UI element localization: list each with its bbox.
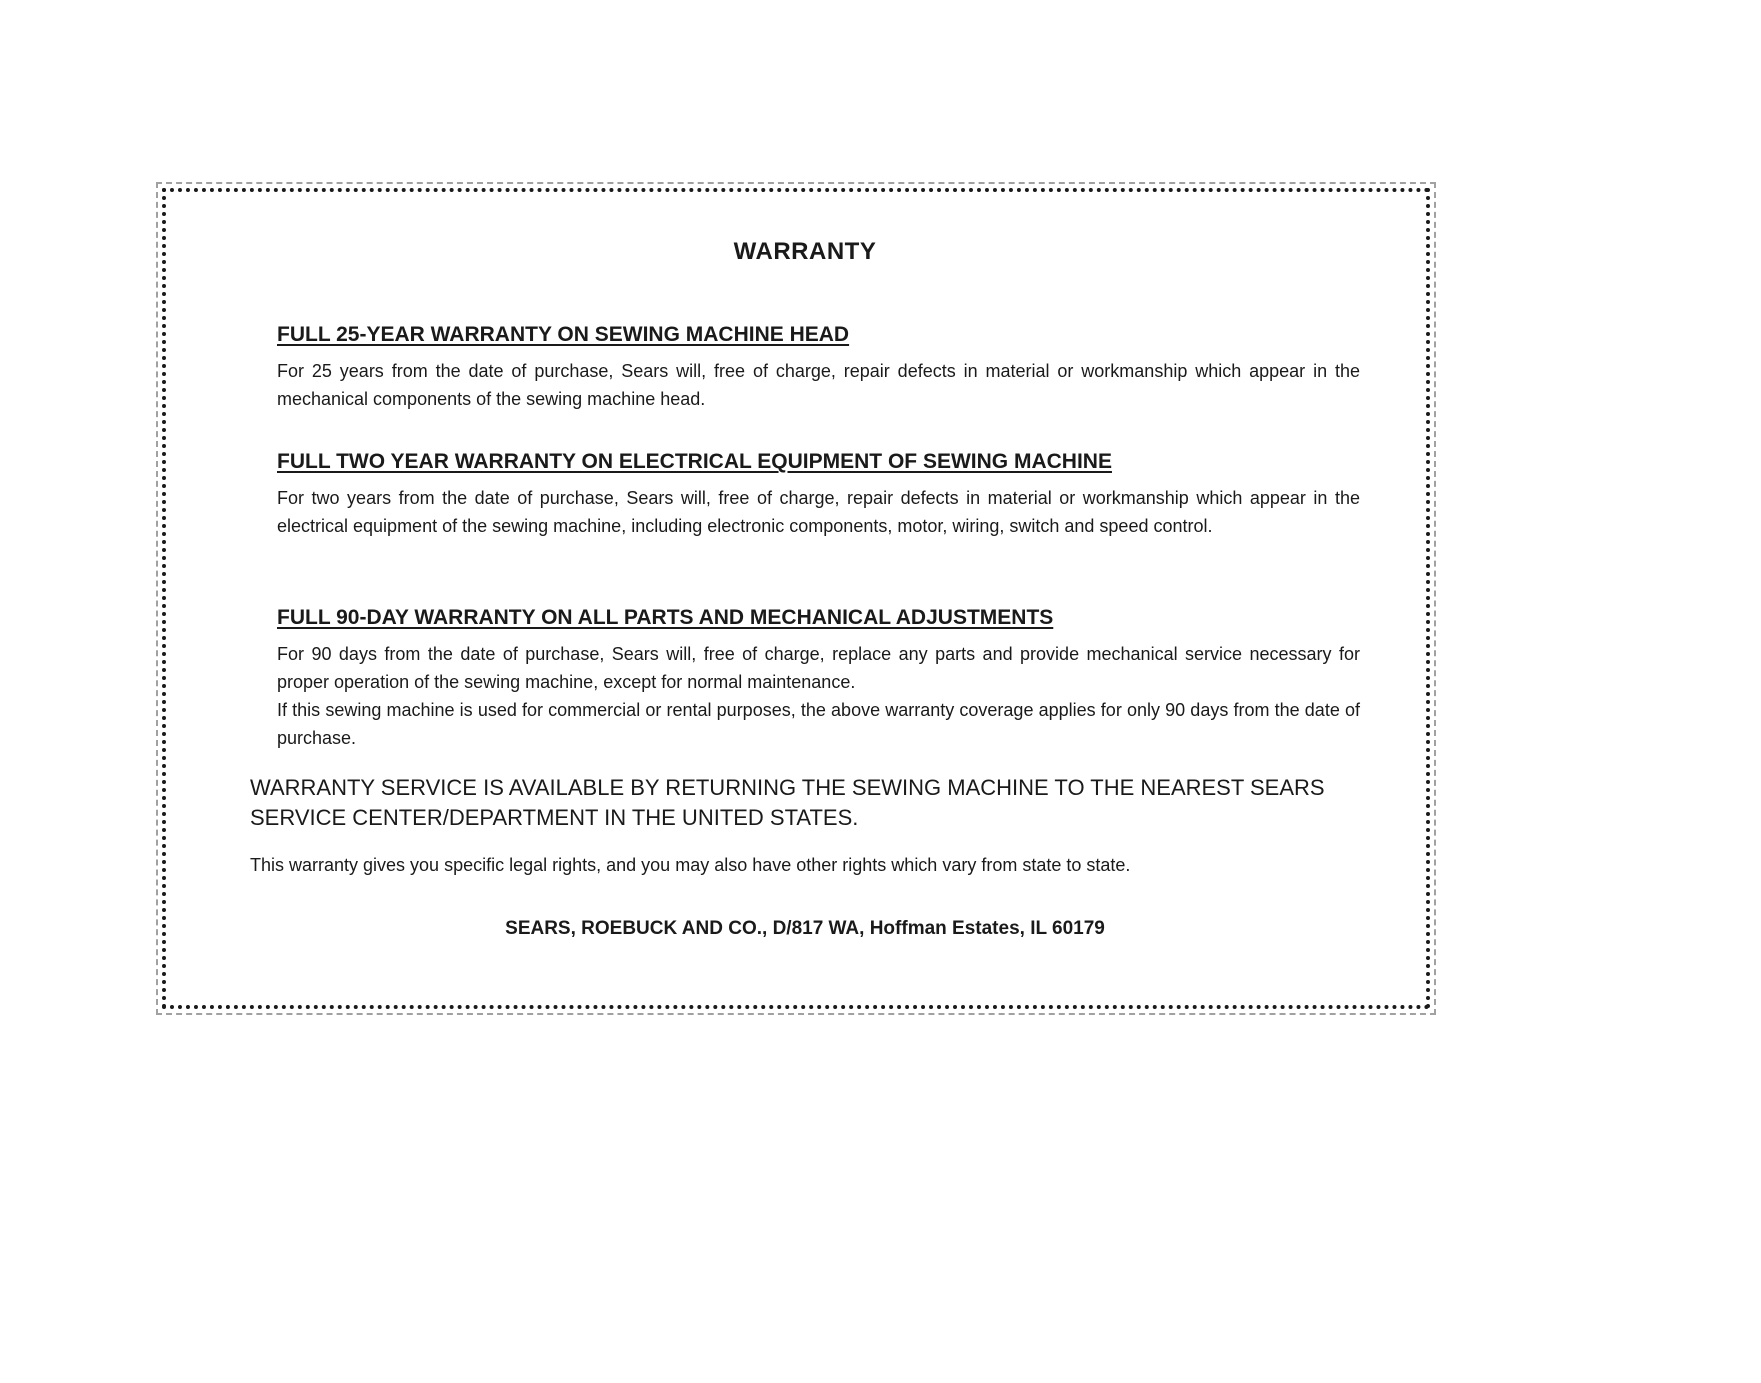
rights-notice: This warranty gives you specific legal rights, and you may also have other rights which vary from state to state.	[250, 855, 1131, 875]
section-90-day-warranty	[277, 606, 1360, 752]
section-body: For two years from the date of purchase, Sears will, free of charge, repair defects in material or workmanship which appear in the electrical equipment of the sewing machine, including electronic components, motor, wiring, switch and speed control.	[277, 488, 1360, 536]
section-body: For 25 years from the date of purchase, Sears will, free of charge, repair defects in material or workmanship which appear in the mechanical components of the sewing machine head.	[277, 361, 1360, 409]
section-body-commercial: If this sewing machine is used for commercial or rental purposes, the above warranty coverage applies for only 90 days from the date of purchase.	[277, 700, 1360, 748]
section-heading: FULL 25-YEAR WARRANTY ON SEWING MACHINE HEAD	[277, 323, 850, 346]
section-25-year-warranty	[277, 323, 1360, 413]
decorative-border	[162, 188, 1430, 1009]
page-title: WARRANTY	[733, 238, 877, 265]
company-address: SEARS, ROEBUCK AND CO., D/817 WA, Hoffman Estates, IL 60179	[505, 918, 1105, 939]
section-body: For 90 days from the date of purchase, Sears will, free of charge, replace any parts and provide mechanical service necessary for proper operation of the sewing machine, except for normal maintenance.	[277, 644, 1360, 692]
service-notice: WARRANTY SERVICE IS AVAILABLE BY RETURNING THE SEWING MACHINE TO THE NEAREST SEARS SERVICE CENTER/DEPARTMENT IN THE UNITED STATES.	[250, 775, 1325, 830]
section-two-year-warranty	[277, 450, 1360, 540]
section-heading: FULL TWO YEAR WARRANTY ON ELECTRICAL EQUIPMENT OF SEWING MACHINE	[277, 450, 1112, 473]
section-heading: FULL 90-DAY WARRANTY ON ALL PARTS AND MECHANICAL ADJUSTMENTS	[277, 606, 1054, 629]
